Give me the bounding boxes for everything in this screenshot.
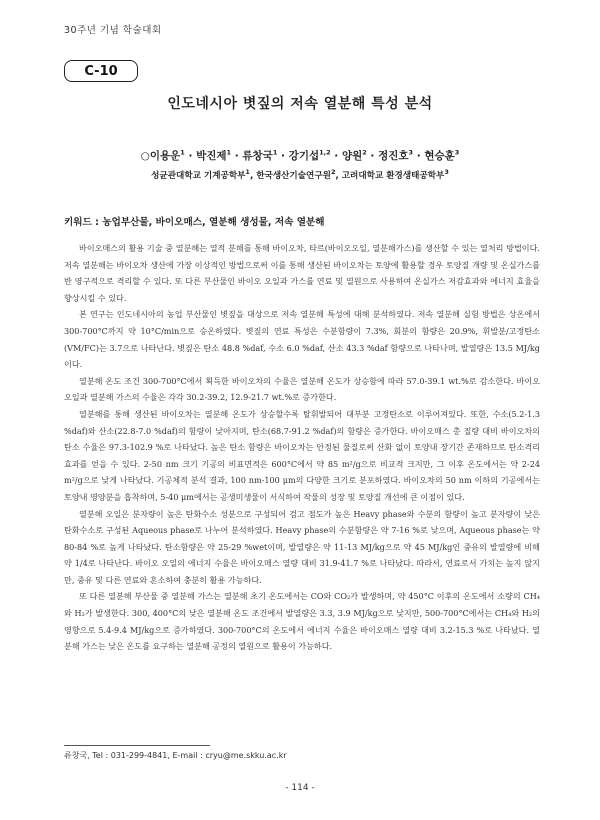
keywords: 키워드 : 농업부산물, 바이오매스, 열분해 생성물, 저속 열분해	[64, 217, 325, 228]
paper-title: 인도네시아 볏짚의 저속 열분해 특성 분석	[167, 96, 433, 112]
paragraph: 열분해를 통해 생산된 바이오차는 열분해 온도가 상승할수록 탈휘발되어 대부분 고정탄소로 이루어져있다. 또한, 수소(5.2-1.3 %daf)와 산소(22.8-7.0 %daf)의 함량이 낮아지며, 탄소(68.7-91.2 %daf)의 함량은 증가한다. 바이오매스 총 질량 대비 바이오차의 탄소 수율은 97.3-102.9 %로 나타났다. 높은 탄소 함량은 바이오차는 안정된 물질로써 산화 없이 토양내 장기간 존재하므로 탄소격리 효과를 얻을 수 있다. 2-50 nm 크기 기공의 비표면적은 600°C에서 약 85 m²/g으로 비교적 크지만, 그 이후 온도에서는 약 2-24 m²/g으로 낮게 나타났다. 기공체적 분석 결과, 100 nm-100 μm의 다양한 크기로 분포하였다. 바이오차의 50 nm 이하의 기공에서는 토양내 영양분을 흡착하며, 5-40 μm에서는 공생미생물이 서식하여 작물의 성장 및 토양질 개선에 큰 이점이 있다.	[64, 408, 540, 502]
abstract-body	[64, 240, 540, 655]
paragraph: 본 연구는 인도네시아의 농업 부산물인 볏짚을 대상으로 저속 열분해 특성에 대해 분석하였다. 저속 열분해 실험 방법은 상온에서 300-700°C까지 약 10°C/min으로 승온하였다. 볏짚의 연료 특성은 수분함량이 7.3%, 회분의 함량은 20.9%, 휘발분/고정탄소(VM/FC)는 3.7으로 나타난다. 볏짚은 탄소 48.8 %daf, 수소 6.0 %daf, 산소 43.3 %daf 함량으로 나타나며, 발열량은 13.5 MJ/kg이다.	[64, 309, 540, 370]
conference-header: 30주년 기념 학술대회	[64, 25, 162, 36]
author-separator: ·	[330, 150, 342, 162]
author-name: 류창국$^1$	[242, 148, 278, 162]
author-affiliation-mark: 1	[180, 148, 185, 157]
author-name: ○이용운$^1$	[140, 148, 185, 162]
author-affiliation-mark: 3	[408, 148, 414, 157]
paragraph: 열분해 오일은 분자량이 높은 탄화수소 성분으로 구성되어 검고 점도가 높은 Heavy phase와 수분의 함량이 높고 분자량이 낮은 탄화수소로 구성된 Aqueous phase로 나누어 분석하였다. Heavy phase의 수분함량은 약 7-16 %로 낮으며, Aqueous phase는 약 80-84 %로 높게 나타났다. 탄소함량은 약 25-29 %wet이며, 발열량은 약 11-13 MJ/kg으로 약 45 MJ/kg인 중유의 발열량에 비해 약 1/4로 나타난다. 바이오 오일의 에너지 수율은 바이오매스 열량 대비 31.9-41.7 %로 나타났다. 따라서, 연료로서 가치는 높지 않지만, 중유 및 다른 연료와 혼소하여 충분히 활용 가능하다.	[64, 508, 540, 585]
paper-code-badge: C-10	[64, 60, 138, 82]
affiliation-name: 고려대학교 환경생태공학부$^3$	[341, 168, 449, 181]
author-separator: ·	[231, 150, 243, 162]
paragraph: 열분해 온도 조건 300-700°C에서 획득한 바이오차의 수율은 열분해 온도가 상승함에 따라 57.0-39.1 wt.%로 감소한다. 바이오 오일과 열분해 가스의 수율은 각각 30.2-39.2, 12.9-21.7 wt.%로 증가한다.	[64, 375, 540, 403]
author-name: 정진호$^3$	[378, 148, 414, 162]
affiliation-name: 한국생산기술연구원$^2$	[256, 168, 336, 181]
author-affiliation-mark: 2	[362, 148, 367, 157]
author-list	[0, 148, 600, 163]
affiliation-mark: 3	[444, 168, 449, 176]
author-name: 강기섭$^{1,2}$	[288, 148, 331, 162]
author-separator: ·	[184, 150, 197, 162]
page-number: - 114 -	[285, 783, 315, 793]
affiliation-separator: ,	[335, 170, 342, 181]
affiliation-list	[0, 168, 600, 181]
paragraph: 바이오매스의 활용 기술 중 열분해는 열적 분해를 통해 바이오차, 타르(바이오오일, 열분해가스)를 생산할 수 있는 열처리 방법이다. 저속 열분해는 바이오차 생산에 가장 이상적인 방법으로써 이를 통해 생산된 바이오차는 토양에 활용할 경우 토양질 개량 및 온실가스를 반 영구적으로 격리할 수 있다. 또 다른 부산물인 바이오 오일과 가스를 연료 및 열원으로 사용하여 온실가스 저감효과와 에너지 효율을 향상시킬 수 있다.	[64, 243, 540, 303]
author-separator: ·	[277, 150, 289, 162]
footnote: 류창국, Tel : 031-299-4841, E-mail : cryu@me.skku.ac.kr	[64, 751, 287, 760]
paragraph: 또 다른 열분해 부산물 중 열분해 가스는 열분해 초기 온도에서는 CO와 CO₂가 발생하며, 약 450°C 이후의 온도에서 소량의 CH₄와 H₂가 발생한다. 300, 400°C의 낮은 열분해 온도 조건에서 발열량은 3.3, 3.9 MJ/kg으로 낮지만, 500-700°C에서는 CH₄와 H₂의 영향으로 5.4-9.4 MJ/kg으로 증가하였다. 300-700°C의 온도에서 에너지 수율은 바이오매스 열량 대비 3.2-15.3 %로 나타났다. 열분해 가스는 낮은 온도를 요구하는 열분해 공정의 열원으로 활용이 가능하다.	[64, 591, 540, 652]
affiliation-separator: ,	[249, 170, 257, 181]
affiliation-name: 성균관대학교 기계공학부$^1$	[151, 168, 250, 181]
author-affiliation-mark: 1,2	[319, 148, 331, 157]
affiliation-mark: 1	[245, 168, 250, 176]
author-name: 양원$^2$	[341, 148, 367, 162]
footnote-divider	[64, 745, 210, 746]
author-affiliation-mark: 1	[272, 148, 278, 157]
author-affiliation-mark: 1	[226, 148, 232, 157]
author-separator: ·	[413, 150, 425, 162]
author-name: 현승훈$^3$	[424, 148, 460, 162]
author-name: 박진제$^1$	[196, 148, 232, 162]
author-separator: ·	[366, 150, 379, 162]
affiliation-mark: 2	[330, 168, 336, 176]
author-affiliation-mark: 3	[454, 148, 460, 157]
